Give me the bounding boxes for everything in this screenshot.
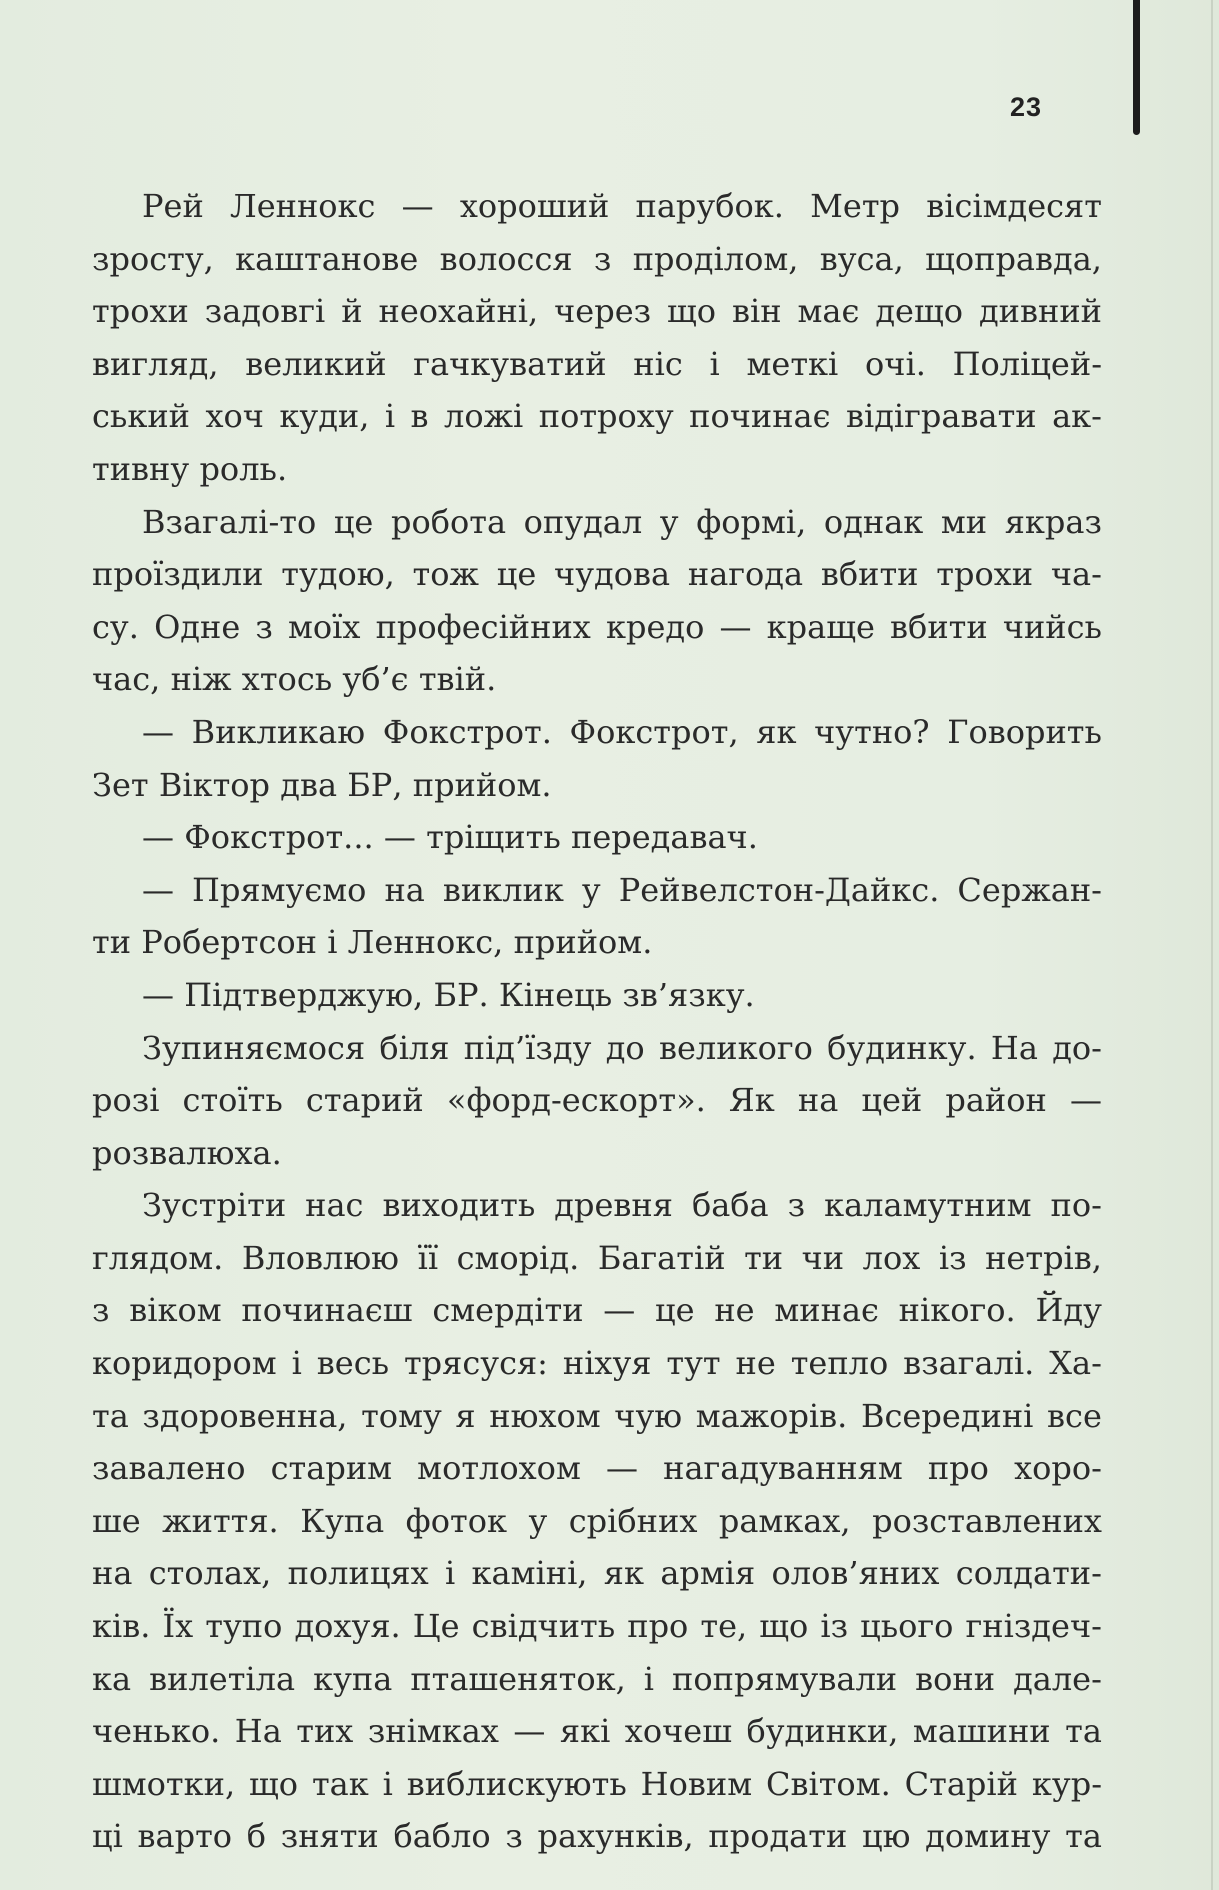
- word: прийом.: [412, 765, 552, 804]
- word: які: [559, 1712, 611, 1751]
- word: Зет: [92, 765, 149, 804]
- word: тупо: [205, 1607, 283, 1646]
- word: ський: [92, 397, 190, 436]
- word: життя.: [162, 1501, 279, 1540]
- word: цю: [861, 1817, 911, 1856]
- word: парубок.: [635, 187, 784, 225]
- word: у: [659, 502, 679, 541]
- word: що: [759, 1607, 809, 1646]
- word: хтось: [241, 660, 333, 699]
- word: чутно?: [814, 712, 930, 751]
- word: щоправда,: [925, 239, 1102, 278]
- word: тож: [412, 555, 479, 594]
- word: розвалюха.: [92, 1133, 282, 1172]
- word: старий: [305, 1081, 424, 1120]
- word: і: [444, 1554, 456, 1593]
- word: виблискують: [406, 1764, 627, 1803]
- word: здоровенна,: [142, 1396, 348, 1435]
- word: Робертсон: [141, 923, 317, 962]
- word: її: [417, 1238, 439, 1277]
- word: куди,: [279, 397, 370, 436]
- word: зв’язку.: [622, 975, 755, 1014]
- word: машини: [912, 1712, 1051, 1751]
- text-line: [92, 811, 1102, 864]
- text-line: [92, 233, 1102, 286]
- word: каламутним: [824, 1186, 1032, 1225]
- word: що: [249, 1764, 299, 1803]
- word: столах,: [148, 1554, 272, 1593]
- word: і: [382, 1764, 393, 1803]
- word: як: [756, 712, 797, 751]
- word: що: [667, 292, 717, 331]
- word: уб’є: [342, 660, 409, 699]
- word: ак-: [1052, 397, 1102, 436]
- word: очі.: [865, 344, 926, 383]
- word: з: [92, 1291, 110, 1330]
- word: вісімдесят: [926, 187, 1102, 225]
- word: у: [581, 870, 601, 909]
- word: Новим: [640, 1764, 753, 1803]
- word: починає: [689, 397, 831, 436]
- text-line: [92, 1127, 1102, 1180]
- word: су.: [92, 607, 139, 646]
- word: —: [142, 870, 174, 909]
- word: не: [735, 1344, 776, 1383]
- word: —: [142, 712, 174, 751]
- word: Говорить: [947, 712, 1102, 751]
- word: і: [709, 344, 720, 383]
- word: гніздеч-: [965, 1607, 1102, 1646]
- word: з: [593, 239, 612, 278]
- word: тепло: [790, 1344, 889, 1383]
- word: я: [455, 1396, 476, 1435]
- word: моїх: [288, 607, 361, 646]
- word: Рейвелстон-Дайкс.: [618, 870, 940, 909]
- word: армія: [660, 1554, 756, 1593]
- word: так: [311, 1764, 369, 1803]
- word: взагалі.: [903, 1344, 1035, 1383]
- word: хоро-: [1014, 1449, 1102, 1488]
- word: полицях: [287, 1554, 429, 1593]
- word: він: [732, 292, 782, 331]
- word: проїздили: [92, 555, 264, 594]
- word: Ха-: [1049, 1344, 1102, 1383]
- word: чудова: [554, 555, 671, 594]
- word: проділом,: [632, 239, 799, 278]
- word: твій.: [418, 660, 497, 699]
- word: меткі: [746, 344, 839, 383]
- word: волосся: [439, 239, 573, 278]
- word: мажорів.: [695, 1396, 848, 1435]
- word: Фокстрот.: [382, 712, 552, 751]
- word: з: [787, 1186, 806, 1225]
- word: Одне: [154, 607, 241, 646]
- word: баба: [691, 1186, 769, 1225]
- word: ніж: [170, 660, 232, 699]
- word: потроху: [538, 397, 674, 436]
- word: роль.: [199, 449, 288, 488]
- word: попрямували: [672, 1659, 898, 1698]
- word: цього: [860, 1607, 954, 1646]
- word: хочеш: [624, 1712, 732, 1751]
- word: ніс: [633, 344, 683, 383]
- word: вуса,: [819, 239, 904, 278]
- word: два: [280, 765, 338, 804]
- text-line: [92, 1653, 1102, 1706]
- text-line: [92, 706, 1102, 759]
- word: все: [1047, 1396, 1102, 1435]
- word: —: [142, 818, 174, 857]
- word: тивну: [92, 449, 190, 488]
- word: мотлохом: [417, 1449, 581, 1488]
- text-line: [92, 969, 1102, 1022]
- word: вилетіла: [149, 1659, 296, 1698]
- word: через: [554, 292, 652, 331]
- word: зросту,: [92, 239, 214, 278]
- word: нас: [305, 1186, 364, 1225]
- word: ложі: [444, 397, 524, 436]
- word: і: [384, 397, 396, 436]
- word: —: [719, 607, 752, 646]
- word: нюхом: [489, 1396, 601, 1435]
- word: чую: [614, 1396, 683, 1435]
- word: бабло: [393, 1817, 491, 1856]
- word: опудал: [523, 502, 643, 541]
- word: Купа: [300, 1501, 385, 1540]
- word: Багатій: [597, 1238, 726, 1277]
- word: Фокстрот...: [184, 818, 374, 857]
- text-line: [92, 1442, 1102, 1495]
- text-line: [92, 390, 1102, 443]
- word: біля: [379, 1028, 450, 1067]
- word: хороший: [459, 187, 610, 225]
- text-line: [92, 1284, 1102, 1337]
- word: задовгі: [204, 292, 326, 331]
- word: Підтверджую,: [184, 975, 424, 1014]
- word: вбити: [890, 607, 988, 646]
- word: із: [820, 1607, 849, 1646]
- word: зняти: [280, 1817, 379, 1856]
- word: формі,: [696, 502, 807, 541]
- word: кредо: [605, 607, 705, 646]
- word: на: [384, 870, 425, 909]
- word: цей: [861, 1081, 923, 1120]
- word: гачкуватий: [413, 344, 607, 383]
- word: Взагалі-то: [142, 502, 317, 541]
- word: це: [496, 555, 537, 594]
- word: трохи: [936, 555, 1034, 594]
- word: під’їзду: [463, 1028, 592, 1067]
- word: великий: [245, 344, 387, 383]
- text-line: [92, 1022, 1102, 1075]
- word: ти: [92, 923, 132, 962]
- text-line: [92, 285, 1102, 338]
- word: коридором: [92, 1344, 277, 1383]
- word: знімках: [367, 1712, 499, 1751]
- word: минає: [774, 1291, 879, 1330]
- word: це: [655, 1291, 695, 1330]
- word: Метр: [810, 187, 900, 225]
- word: починаєш: [241, 1291, 413, 1330]
- word: тих: [296, 1712, 354, 1751]
- word: —: [401, 187, 434, 225]
- word: Йду: [1035, 1291, 1102, 1330]
- word: фоток: [405, 1501, 507, 1540]
- text-line: [92, 601, 1102, 654]
- word: нетрів,: [985, 1238, 1102, 1277]
- text-line: [92, 180, 1102, 233]
- word: кур-: [1031, 1764, 1102, 1803]
- word: ти: [744, 1238, 784, 1277]
- word: тому: [361, 1396, 442, 1435]
- word: та: [92, 1396, 129, 1435]
- word: будинки,: [746, 1712, 899, 1751]
- word: Зустріти: [142, 1186, 287, 1225]
- word: солдати-: [955, 1554, 1102, 1593]
- word: краще: [766, 607, 875, 646]
- word: тріщить: [426, 818, 561, 857]
- word: і: [643, 1659, 655, 1698]
- word: Сержан-: [957, 870, 1102, 909]
- word: нагода: [687, 555, 804, 594]
- word: стоїть: [182, 1081, 283, 1120]
- word: —: [1069, 1081, 1102, 1120]
- word: «форд-ескорт».: [446, 1081, 706, 1120]
- word: —: [603, 1291, 636, 1330]
- word: Віктор: [158, 765, 271, 804]
- word: Вловлюю: [241, 1238, 400, 1277]
- word: б: [246, 1817, 267, 1856]
- word: вбити: [820, 555, 919, 594]
- text-line: [92, 496, 1102, 549]
- text-line: [92, 1232, 1102, 1285]
- page-edge-line: [1211, 0, 1213, 1890]
- word: Леннокс,: [347, 923, 504, 962]
- word: На: [990, 1028, 1038, 1067]
- word: з: [505, 1817, 523, 1856]
- word: древня: [554, 1186, 673, 1225]
- word: на: [92, 1554, 133, 1593]
- word: лох: [862, 1238, 921, 1277]
- word: віком: [129, 1291, 222, 1330]
- word: Як: [728, 1081, 775, 1120]
- word: рахунків,: [537, 1817, 694, 1856]
- word: Їх: [162, 1607, 194, 1646]
- text-line: [92, 443, 1102, 496]
- word: передавач.: [570, 818, 758, 857]
- word: вигляд,: [92, 344, 219, 383]
- word: дале-: [1013, 1659, 1102, 1698]
- word: ча-: [1050, 555, 1102, 594]
- word: —: [383, 818, 416, 857]
- text-line: [92, 759, 1102, 812]
- word: БР.: [433, 975, 489, 1014]
- word: хоч: [205, 397, 264, 436]
- word: Зупиняємося: [142, 1028, 366, 1067]
- word: завалено: [92, 1449, 246, 1488]
- word: має: [797, 292, 860, 331]
- word: смердіти: [432, 1291, 584, 1330]
- text-line: [92, 1179, 1102, 1232]
- word: те,: [700, 1607, 748, 1646]
- word: професійних: [375, 607, 591, 646]
- word: вони: [915, 1659, 996, 1698]
- word: Прямуємо: [192, 870, 367, 909]
- word: старим: [270, 1449, 393, 1488]
- word: будинку.: [827, 1028, 977, 1067]
- word: пташеняток,: [410, 1659, 626, 1698]
- word: із: [938, 1238, 967, 1277]
- word: неохайні,: [378, 292, 539, 331]
- word: дохуя.: [294, 1607, 401, 1646]
- word: не: [714, 1291, 755, 1330]
- word: —: [605, 1449, 638, 1488]
- text-line: [92, 1600, 1102, 1653]
- word: й: [341, 292, 363, 331]
- word: сморід.: [456, 1238, 580, 1277]
- word: —: [142, 975, 174, 1014]
- word: дещо: [875, 292, 963, 331]
- word: шмотки,: [92, 1764, 236, 1803]
- word: Поліцей-: [952, 344, 1102, 383]
- word: весь: [316, 1344, 390, 1383]
- word: Кінець: [498, 975, 613, 1014]
- word: На: [234, 1712, 282, 1751]
- word: дивний: [978, 292, 1102, 331]
- word: домину: [925, 1817, 1051, 1856]
- word: чи: [801, 1238, 845, 1277]
- word: продати: [708, 1817, 848, 1856]
- word: на: [797, 1081, 839, 1120]
- word: Світом.: [765, 1764, 891, 1803]
- word: до-: [1052, 1028, 1102, 1067]
- word: трохи: [92, 292, 189, 331]
- word: ці: [92, 1817, 123, 1856]
- word: Фокстрот,: [569, 712, 739, 751]
- word: чийсь: [1002, 607, 1102, 646]
- word: —: [513, 1712, 546, 1751]
- word: олов’яних: [771, 1554, 940, 1593]
- word: ка: [92, 1659, 132, 1698]
- word: і: [291, 1344, 302, 1383]
- word: нікого.: [898, 1291, 1016, 1330]
- word: та: [1065, 1817, 1102, 1856]
- text-line: [92, 548, 1102, 601]
- word: Леннокс: [229, 187, 376, 225]
- text-line: [92, 1547, 1102, 1600]
- word: ніхуя: [562, 1344, 652, 1383]
- text-line: [92, 1705, 1102, 1758]
- body-text: [92, 180, 1102, 1863]
- word: трясуся:: [403, 1344, 548, 1383]
- word: ченько.: [92, 1712, 221, 1751]
- word: як: [603, 1554, 644, 1593]
- word: Старій: [904, 1764, 1018, 1803]
- word: ми: [940, 502, 988, 541]
- text-line: [92, 338, 1102, 391]
- text-line: [92, 1810, 1102, 1863]
- word: однак: [823, 502, 924, 541]
- word: каштанове: [235, 239, 419, 278]
- word: глядом.: [92, 1238, 224, 1277]
- word: тудою,: [281, 555, 395, 594]
- word: прийом.: [513, 923, 653, 962]
- word: час,: [92, 660, 161, 699]
- word: з: [255, 607, 273, 646]
- word: по-: [1050, 1186, 1102, 1225]
- word: розі: [92, 1081, 160, 1120]
- word: ків.: [92, 1607, 151, 1646]
- word: тут: [666, 1344, 721, 1383]
- word: в: [410, 397, 429, 436]
- text-line: [92, 864, 1102, 917]
- word: нагадуванням: [663, 1449, 903, 1488]
- word: рамках,: [718, 1501, 851, 1540]
- word: каміні,: [471, 1554, 588, 1593]
- word: варто: [137, 1817, 233, 1856]
- text-line: [92, 1074, 1102, 1127]
- text-line: [92, 1390, 1102, 1443]
- word: до: [605, 1028, 645, 1067]
- word: і: [327, 923, 338, 962]
- word: розставлених: [872, 1501, 1102, 1540]
- word: БР,: [347, 765, 403, 804]
- text-line: [92, 1495, 1102, 1548]
- word: виходить: [382, 1186, 536, 1225]
- word: великого: [658, 1028, 813, 1067]
- page-edge-mark: [1133, 0, 1140, 135]
- word: виклик: [442, 870, 564, 909]
- word: робота: [390, 502, 507, 541]
- word: якраз: [1004, 502, 1102, 541]
- text-line: [92, 1337, 1102, 1390]
- word: свідчить: [471, 1607, 616, 1646]
- word: срібних: [568, 1501, 698, 1540]
- word: про: [627, 1607, 689, 1646]
- word: купа: [313, 1659, 393, 1698]
- word: та: [1065, 1712, 1102, 1751]
- page-number: 23: [1010, 92, 1043, 122]
- text-line: [92, 653, 1102, 706]
- word: відігравати: [845, 397, 1037, 436]
- word: ше: [92, 1501, 141, 1540]
- word: це: [333, 502, 374, 541]
- word: Викликаю: [191, 712, 366, 751]
- word: Рей: [142, 187, 204, 225]
- text-line: [92, 1758, 1102, 1811]
- word: Всередині: [860, 1396, 1034, 1435]
- word: район: [945, 1081, 1047, 1120]
- word: Це: [412, 1607, 460, 1646]
- word: у: [528, 1501, 548, 1540]
- word: про: [927, 1449, 989, 1488]
- text-line: [92, 916, 1102, 969]
